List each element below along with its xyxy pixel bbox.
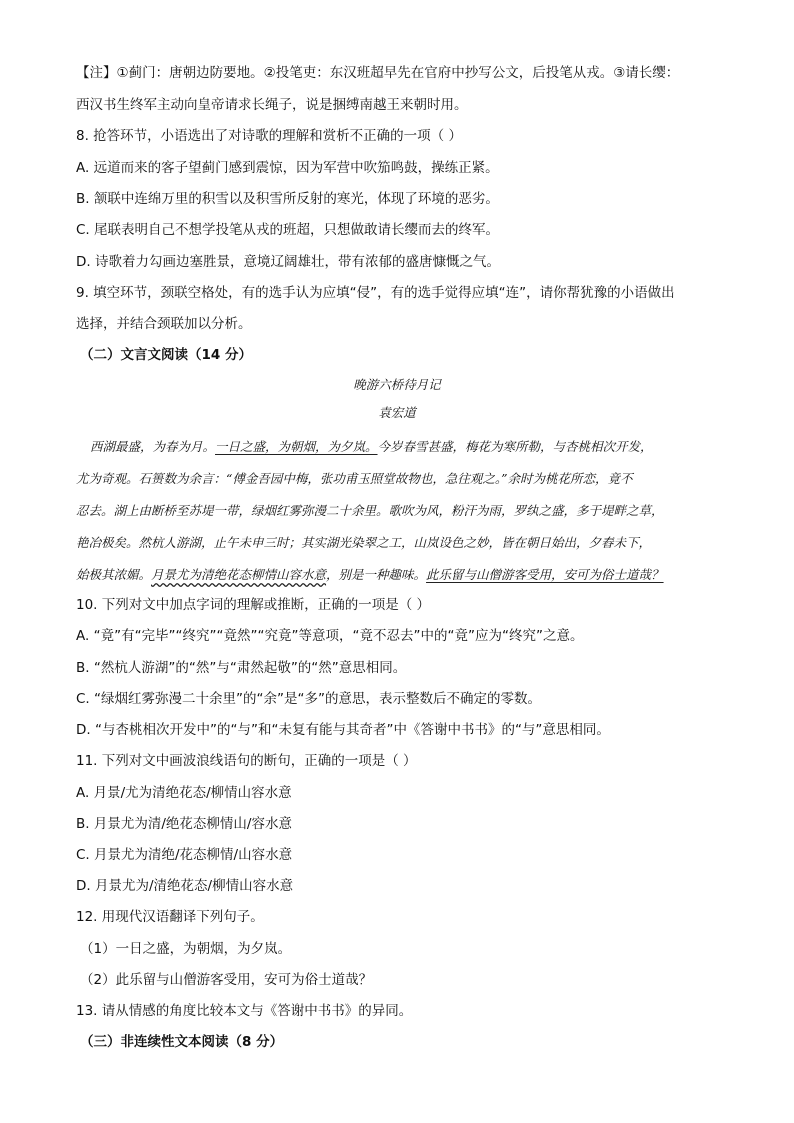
question-10-option-a: A. “竟”有“完毕”“终究”“竟然”“究竟”等意项，“竟不忍去”中的“竟”应为“终究”之意。 (76, 628, 584, 644)
note-line-2: 西汉书生终军主动向皇帝请求长绳子，说是捆缚南越王来朝时用。 (76, 97, 468, 113)
question-11-option-b: B. 月景尤为清/绝花态柳情山/容水意 (76, 816, 292, 832)
section-3-heading: （三）非连续性文本阅读（8 分） (80, 1034, 284, 1050)
passage-text: ，别是一种趣味。 (326, 567, 427, 582)
passage-line-2: 尤为奇观。石篑数为余言：“傅金吾园中梅，张功甫玉照堂故物也，急往观之。”余时为桃花所恋，竟不 (76, 471, 633, 486)
passage-text: 西湖最盛，为春为月。 (90, 439, 216, 454)
question-11-option-a: A. 月景/尤为清绝花态/柳情山容水意 (76, 785, 292, 801)
note-line-1: 【注】①蓟门：唐朝边防要地。②投笔吏：东汉班超早先在官府中抄写公文，后投笔从戎。③请长缨： (76, 65, 680, 81)
question-10-stem: 10. 下列对文中加点字词的理解或推断，正确的一项是（ ） (76, 597, 431, 613)
passage-line-3: 忍去。湖上由断桥至苏堤一带，绿烟红雾弥漫二十余里。歌吹为风，粉汗为雨，罗纨之盛，多于堤畔之草， (76, 503, 664, 518)
passage-author: 袁宏道 (378, 405, 416, 420)
question-8-option-c: C. 尾联表明自己不想学投笔从戎的班超，只想做敢请长缨而去的终军。 (76, 222, 500, 238)
passage-line-5 (76, 566, 726, 584)
underlined-sentence-1: 一日之盛，为朝烟，为夕岚。 (215, 439, 378, 454)
wavy-underlined-sentence: 月景尤为清绝花态柳情山容水意 (151, 567, 327, 582)
question-8-option-a: A. 远道而来的客子望蓟门感到震惊，因为军营中吹笳鸣鼓，操练正紧。 (76, 160, 499, 176)
question-11-option-d: D. 月景尤为/清绝花态/柳情山容水意 (76, 878, 294, 894)
passage-title: 晚游六桥待月记 (353, 377, 441, 392)
passage-text: 始极其浓媚。 (76, 567, 152, 582)
section-2-heading: （二）文言文阅读（14 分） (80, 347, 252, 363)
question-9-line-2: 选择，并结合颈联加以分析。 (76, 316, 252, 332)
question-11-stem: 11. 下列对文中画波浪线语句的断句，正确的一项是（ ） (76, 753, 417, 769)
question-10-option-c: C. “绿烟红雾弥漫二十余里”的“余”是“多”的意思，表示整数后不确定的零数。 (76, 691, 541, 707)
question-11-option-c: C. 月景尤为清绝/花态柳情/山容水意 (76, 847, 293, 863)
passage-text: 今岁春雪甚盛，梅花为寒所勒，与杏桃相次开发， (377, 439, 653, 454)
underlined-sentence-2: 此乐留与山僧游客受用，安可为俗士道哉？ (426, 567, 664, 582)
question-8-stem: 8. 抢答环节，小语选出了对诗歌的理解和赏析不正确的一项（ ） (76, 128, 462, 144)
passage-line-1 (76, 438, 740, 456)
passage-line-4: 艳冶极矣。然杭人游湖，止午未申三时；其实湖光染翠之工，山岚设色之妙，皆在朝日始出，夕舂未下， (76, 535, 652, 550)
question-9-line-1: 9. 填空环节，颈联空格处，有的选手认为应填“侵”，有的选手觉得应填“连”，请你帮犹豫的小语做出 (76, 285, 675, 301)
question-10-option-d: D. “与杏桃相次开发中”的“与”和“未复有能与其奇者”中《答谢中书书》的“与”意思相同。 (76, 722, 610, 738)
question-12-sentence-1: （1）一日之盛，为朝烟，为夕岚。 (80, 941, 292, 957)
question-12-stem: 12. 用现代汉语翻译下列句子。 (76, 909, 264, 925)
question-12-sentence-2: （2）此乐留与山僧游客受用，安可为俗士道哉？ (80, 972, 373, 988)
question-8-option-d: D. 诗歌着力勾画边塞胜景，意境辽阔雄壮，带有浓郁的盛唐慷慨之气。 (76, 254, 500, 270)
question-8-option-b: B. 颔联中连绵万里的积雪以及积雪所反射的寒光，体现了环境的恶劣。 (76, 191, 499, 207)
question-10-option-b: B. “然杭人游湖”的“然”与“肃然起敬”的“然”意思相同。 (76, 660, 407, 676)
question-13-stem: 13. 请从情感的角度比较本文与《答谢中书书》的异同。 (76, 1003, 413, 1019)
